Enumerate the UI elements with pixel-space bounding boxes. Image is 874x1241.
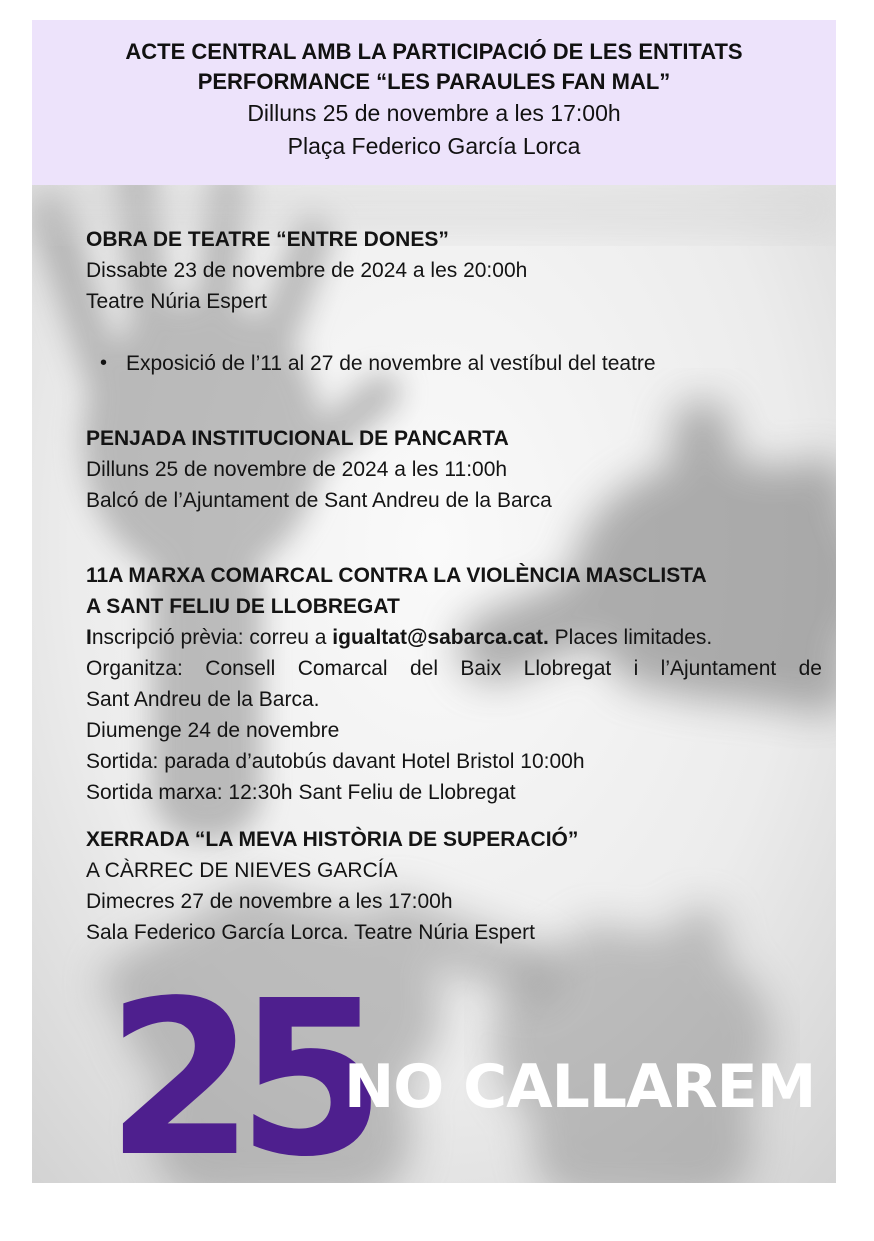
event-place: Balcó de l’Ajuntament de Sant Andreu de la Barca (86, 489, 552, 512)
event-banner (86, 423, 822, 516)
poster (32, 20, 836, 1183)
organizer-line2: Sant Andreu de la Barca. (86, 688, 320, 711)
event-date: Dissabte 23 de novembre de 2024 a les 20:00h (86, 259, 528, 282)
event-title: PENJADA INSTITUCIONAL DE PANCARTA (86, 427, 509, 450)
registration-line (86, 622, 822, 653)
event-date: Dilluns 25 de novembre de 2024 a les 11:00h (86, 458, 508, 481)
exhibition-bullet (100, 348, 822, 379)
event-title-line2: A SANT FELIU DE LLOBREGAT (86, 595, 400, 618)
events-list (86, 224, 822, 948)
bullet-icon: • (100, 352, 108, 374)
event-talk (86, 824, 822, 948)
header-banner (32, 20, 836, 185)
event-theatre (86, 224, 822, 379)
slogan-text: NO CALLAREM (344, 1052, 816, 1122)
organizer-line1: Organitza: Consell Comarcal del Baix Llobregat i l’Ajuntament de (86, 657, 822, 680)
event-speaker: A CÀRREC DE NIEVES GARCÍA (86, 859, 398, 882)
exhibition-text: Exposició de l’11 al 27 de novembre al vestíbul del teatre (126, 352, 656, 375)
departure-bus: Sortida: parada d’autobús davant Hotel Bristol 10:00h (86, 750, 585, 773)
header-place: Plaça Federico García Lorca (287, 133, 581, 159)
event-date: Diumenge 24 de novembre (86, 719, 340, 742)
event-place: Teatre Núria Espert (86, 290, 267, 313)
event-date: Dimecres 27 de novembre a les 17:00h (86, 890, 453, 913)
header-date: Dilluns 25 de novembre a les 17:00h (247, 100, 621, 126)
registration-email: igualtat@sabarca.cat. (332, 626, 549, 649)
departure-march: Sortida marxa: 12:30h Sant Feliu de Llobregat (86, 781, 516, 804)
registration-prefix: nscripció prèvia: correu a (91, 626, 333, 649)
event-title: OBRA DE TEATRE “ENTRE DONES” (86, 228, 449, 251)
event-title: XERRADA “LA MEVA HISTÒRIA DE SUPERACIÓ” (86, 828, 579, 851)
event-place: Sala Federico García Lorca. Teatre Núria Espert (86, 921, 535, 944)
slogan-number: 25 (106, 955, 368, 1183)
header-title-line1: ACTE CENTRAL AMB LA PARTICIPACIÓ DE LES ENTITATS (125, 39, 743, 64)
registration-suffix: Places limitades. (548, 626, 713, 649)
event-march (86, 560, 822, 808)
registration-initial: I (86, 626, 92, 649)
event-title-line1: 11A MARXA COMARCAL CONTRA LA VIOLÈNCIA MASCLISTA (86, 564, 707, 587)
header-title-line2: PERFORMANCE “LES PARAULES FAN MAL” (197, 69, 671, 94)
